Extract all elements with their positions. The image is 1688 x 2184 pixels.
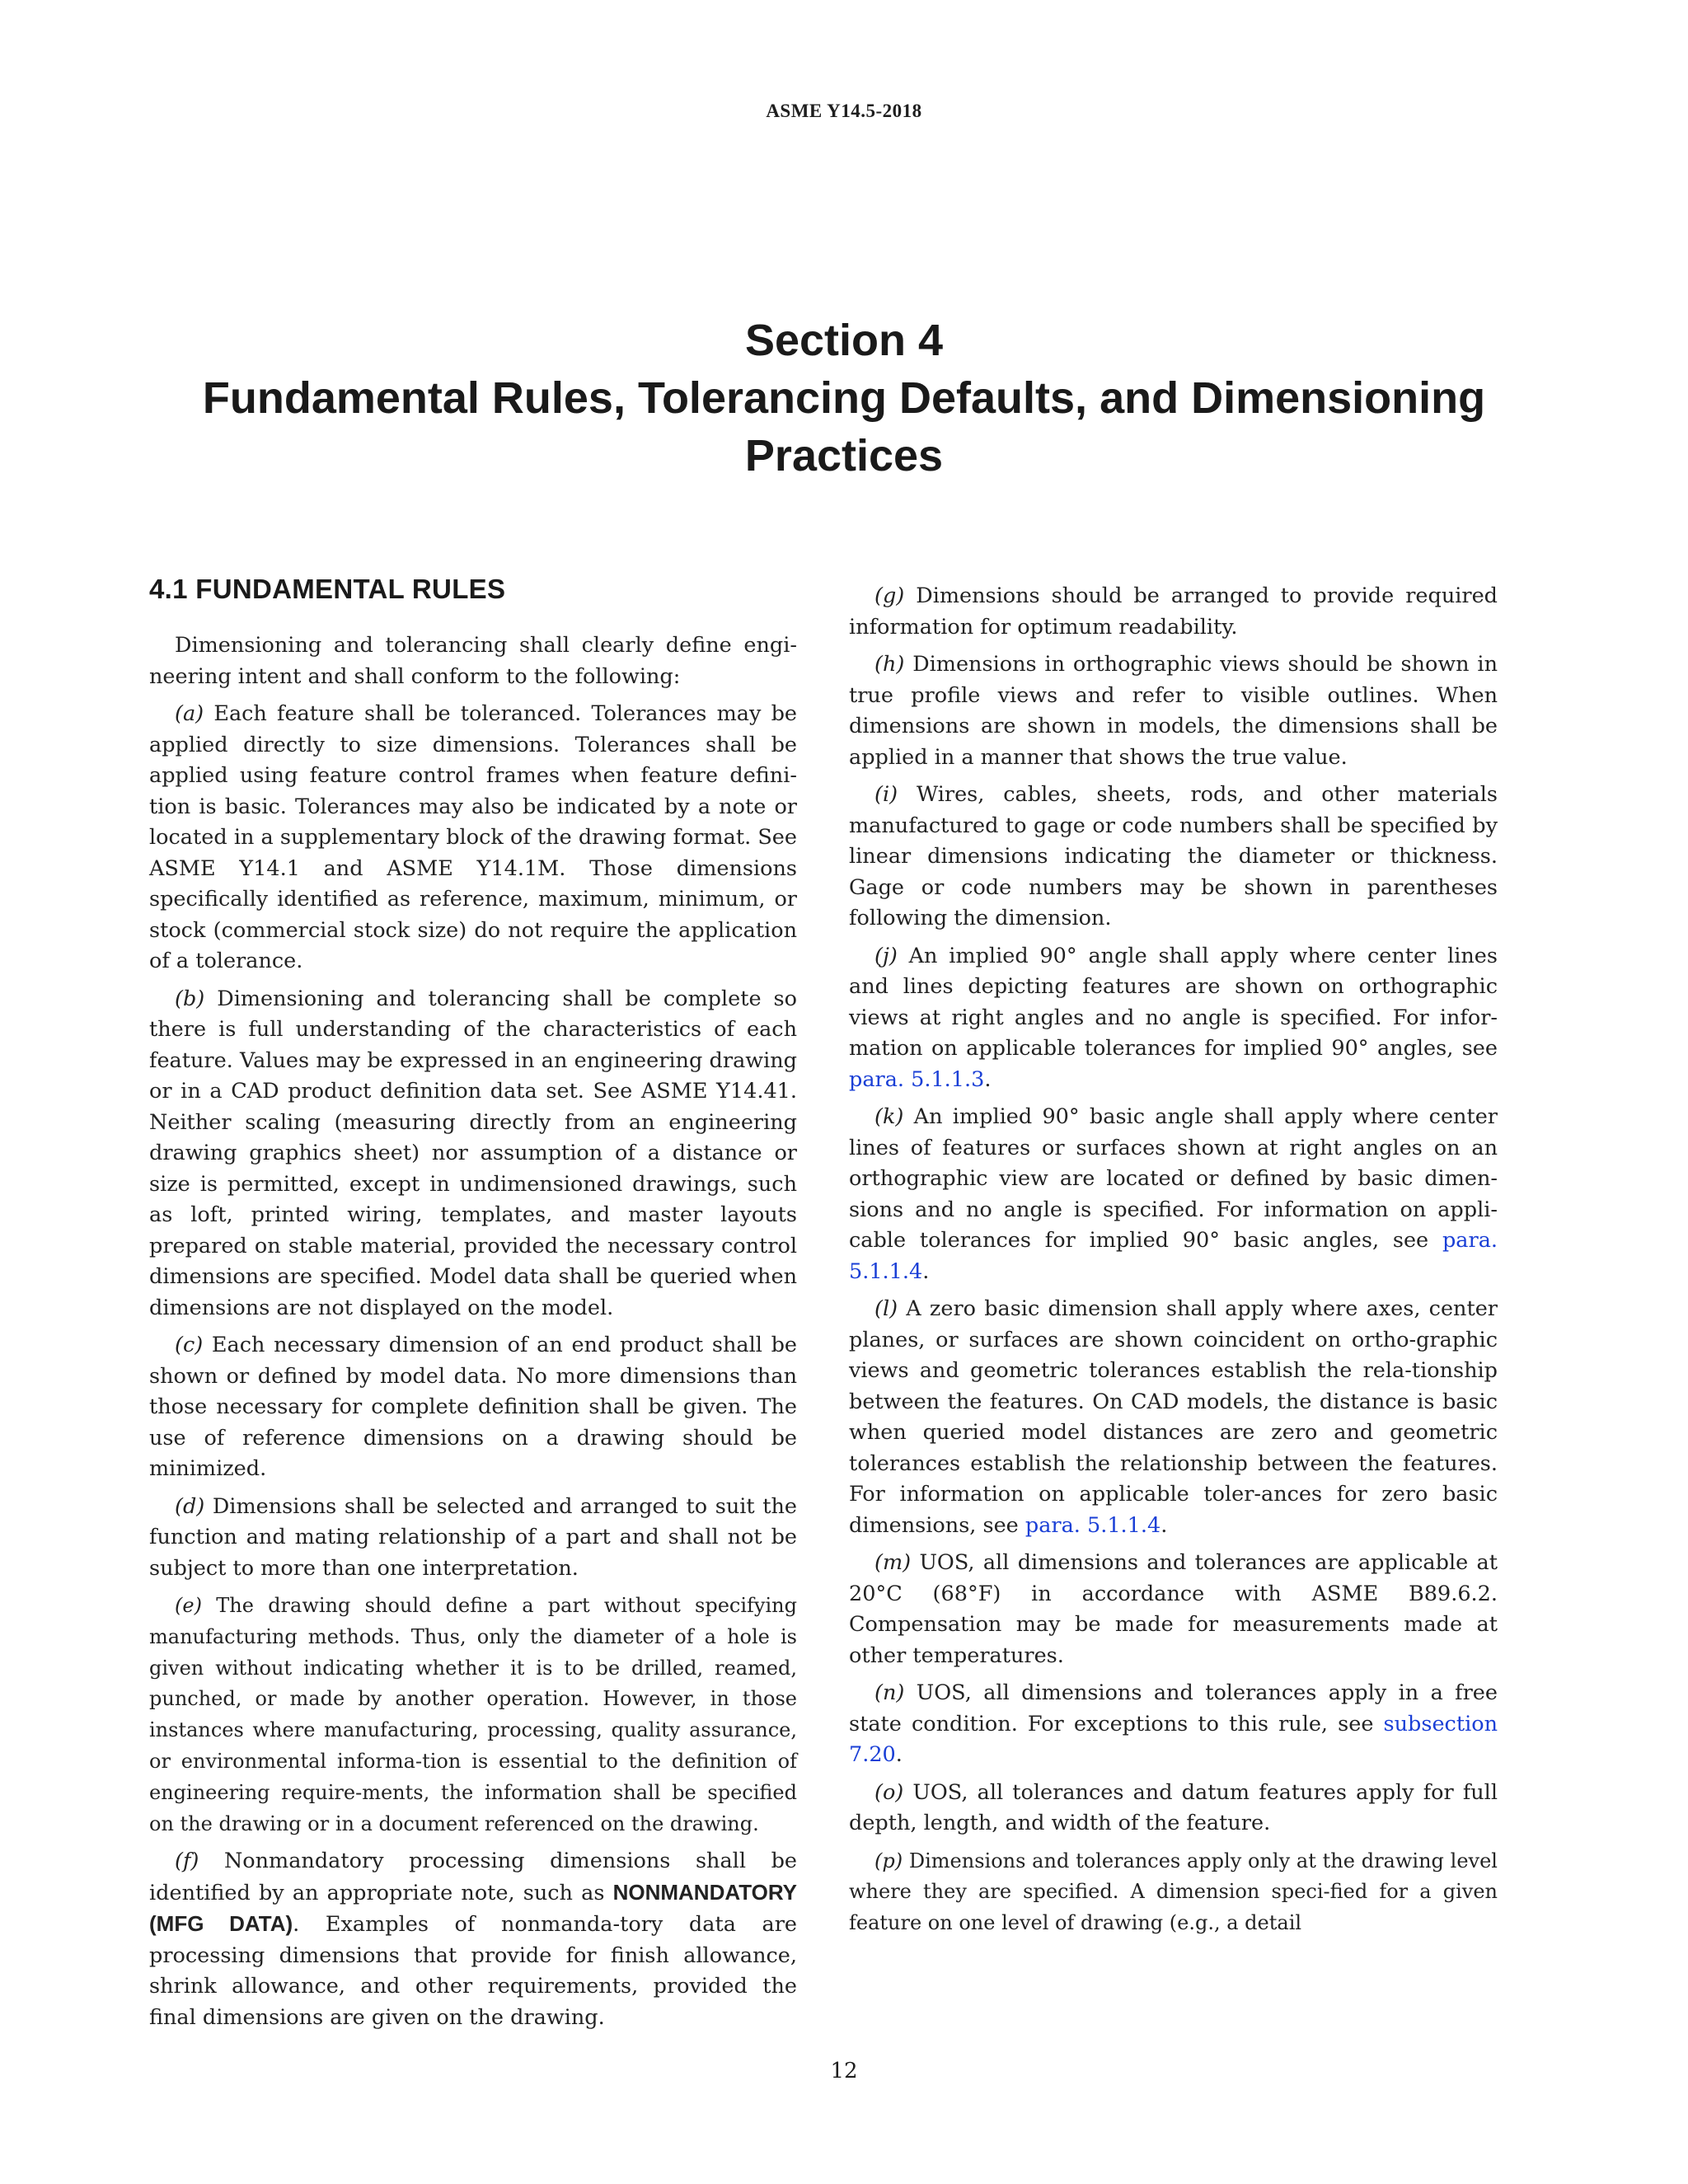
rule-a-label: (a): [175, 701, 204, 726]
rule-f-label: (f): [175, 1849, 199, 1874]
rule-g-label: (g): [874, 583, 905, 608]
rule-e-label: (e): [175, 1594, 202, 1617]
section-heading: 4.1 FUNDAMENTAL RULES: [149, 574, 506, 604]
rule-c-text: Each necessary dimension of an end product shall be shown or defined by model data. No more dimensions than those necessary for complete definition shall be given. The use of reference dimensions on a drawing should be minimized.: [149, 1333, 798, 1481]
rule-m: [849, 1548, 1498, 1671]
rule-o-label: (o): [874, 1779, 904, 1805]
rule-e-text: The drawing should define a part without specifying manufacturing methods. Thus, only the diameter of a hole is given without indicating whether it is to be drilled, reamed, punched, or made by another operation. However, in those instances where manufacturing, processing, quality assurance, or environmental informa-tion is essential to the definition of engineering require-ments, the information shall be specified on the drawing or in a document referenced on the drawing.: [149, 1594, 797, 1835]
rule-n-link[interactable]: subsection 7.20: [849, 1711, 1498, 1767]
rule-e: [149, 1591, 797, 1840]
rule-b: [149, 984, 797, 1324]
rule-p-text: Dimensions and tolerances apply only at the drawing level where they are specified. A dimension speci-fied for a given feature on one level of drawing (e.g., a detail: [849, 1849, 1498, 1935]
rule-b-label: (b): [175, 986, 205, 1011]
rule-l-label: (l): [874, 1296, 898, 1321]
page-number: 12: [830, 2059, 858, 2083]
rule-d-label: (d): [175, 1493, 205, 1519]
rule-c-label: (c): [175, 1333, 204, 1357]
rule-l-text: A zero basic dimension shall apply where axes, center planes, or surfaces are shown coincident on ortho-graphic views and geometric tolerances establish the rela-tionship between the features. On CAD models, the distance is basic when queried model distances are zero and geometric tolerances establish the relationship between the features. For information on applicable toler-ances for zero basic dimensions, see: [849, 1296, 1498, 1538]
rule-n-text: UOS, all dimensions and tolerances apply in a free state condition. For exceptions to this rule, see: [849, 1680, 1498, 1736]
rule-i-label: (i): [874, 782, 898, 807]
rule-j-text: An implied 90° angle shall apply where center lines and lines depicting features are shown on orthographic views at right angles and no angle is specified. For infor-mation on applicable tolerances for implied 90° angles, see: [849, 943, 1498, 1061]
rule-b-text: Dimensioning and tolerancing shall be complete so there is full understanding of the characteristics of each feature. Values may be expressed in an engineering drawing or in a CAD product definition data set. See ASME Y14.41. Neither scaling (measuring directly from an engineering drawing graphics sheet) nor assumption of a distance or size is permitted, except in undimensioned drawings, such as loft, printed wiring, templates, and master layouts prepared on stable material, provided the necessary control dimensions are specified. Model data shall be queried when dimensions are not displayed on the model.: [149, 986, 797, 1320]
rule-d-text: Dimensions shall be selected and arranged to suit the function and mating relationship of a part and shall not be subject to more than one interpretation.: [149, 1493, 798, 1581]
left-column: [149, 573, 797, 2040]
rule-g: [849, 581, 1498, 643]
section-title-line-1: Fundamental Rules, Tolerancing Defaults, and Dimensioning: [202, 373, 1486, 423]
running-header: ASME Y14.5-2018: [766, 101, 922, 121]
rule-j-link[interactable]: para. 5.1.1.3: [849, 1066, 985, 1092]
rule-k-link[interactable]: para. 5.1.1.4: [849, 1228, 1498, 1284]
rule-f: [149, 1846, 797, 2033]
rule-p: [849, 1846, 1498, 1939]
rule-p-label: (p): [874, 1849, 903, 1872]
rule-a-text: Each feature shall be toleranced. Tolerances may be applied directly to size dimensions. Tolerances shall be applied using feature control frames when feature defini-tion is basic. Tolerances may also be indicated by a note or located in a supplementary block of the drawing format. See ASME Y14.1 and ASME Y14.1M. Those dimensions specifically identified as reference, maximum, minimum, or stock (commercial stock size) do not require the application of a tolerance.: [149, 701, 798, 973]
rule-n: [849, 1678, 1498, 1771]
rule-h: [849, 649, 1498, 773]
rule-l-link[interactable]: para. 5.1.1.4: [1025, 1512, 1161, 1538]
rule-f-text-after: . Examples of nonmanda-tory data are processing dimensions that provide for finish allowance, shrink allowance, and other requirements, provided the final dimensions are given on the drawing.: [149, 1912, 797, 2030]
intro-paragraph: Dimensioning and tolerancing shall clearly define engi-neering intent and shall conform to the following:: [149, 633, 797, 689]
rule-j: [849, 941, 1498, 1096]
rule-o-text: UOS, all tolerances and datum features apply for full depth, length, and width of the feature.: [849, 1779, 1498, 1835]
rule-m-text: UOS, all dimensions and tolerances are applicable at 20°C (68°F) in accordance with ASME B89.6.2. Compensation may be made for measurements made at other temperatures.: [849, 1550, 1498, 1668]
rule-n-end: .: [895, 1742, 903, 1767]
rule-k-end: .: [922, 1258, 930, 1284]
rule-j-label: (j): [874, 943, 898, 968]
rule-g-text: Dimensions should be arranged to provide required information for optimum readability.: [849, 583, 1498, 640]
rule-h-label: (h): [874, 652, 905, 677]
rule-i: [849, 780, 1498, 935]
rule-i-text: Wires, cables, sheets, rods, and other materials manufactured to gage or code numbers shall be specified by linear dimensions indicating the diameter or thickness. Gage or code numbers may be shown in parentheses following the dimension.: [849, 782, 1498, 930]
rule-d: [149, 1492, 797, 1585]
rule-f-note: NONMANDATORY (MFG DATA): [149, 1879, 797, 1937]
right-column: [849, 581, 1498, 1946]
rule-a: [149, 699, 797, 977]
rule-k: [849, 1102, 1498, 1287]
section-title-line-2: Practices: [744, 431, 944, 480]
rule-j-end: .: [984, 1066, 992, 1092]
rule-k-text: An implied 90° basic angle shall apply where center lines of features or surfaces shown at right angles on an orthographic view are located or defined by basic dimen-sions and no angle is specified. For information on appli-cable tolerances for implied 90° basic angles, see: [849, 1104, 1498, 1253]
rule-f-text: Nonmandatory processing dimensions shall be identified by an appropriate note, such as: [149, 1849, 797, 1905]
section-number-title: Section 4: [744, 316, 944, 365]
rule-n-label: (n): [874, 1680, 905, 1705]
rule-c: [149, 1330, 797, 1485]
rule-k-label: (k): [874, 1104, 904, 1129]
rule-m-label: (m): [874, 1550, 912, 1575]
rule-h-text: Dimensions in orthographic views should be shown in true profile views and refer to visible outlines. When dimensions are shown in models, the dimensions shall be applied in a manner that shows the true value.: [849, 652, 1498, 770]
rule-l-end: .: [1160, 1512, 1168, 1538]
rule-l: [849, 1294, 1498, 1541]
rule-o: [849, 1778, 1498, 1840]
